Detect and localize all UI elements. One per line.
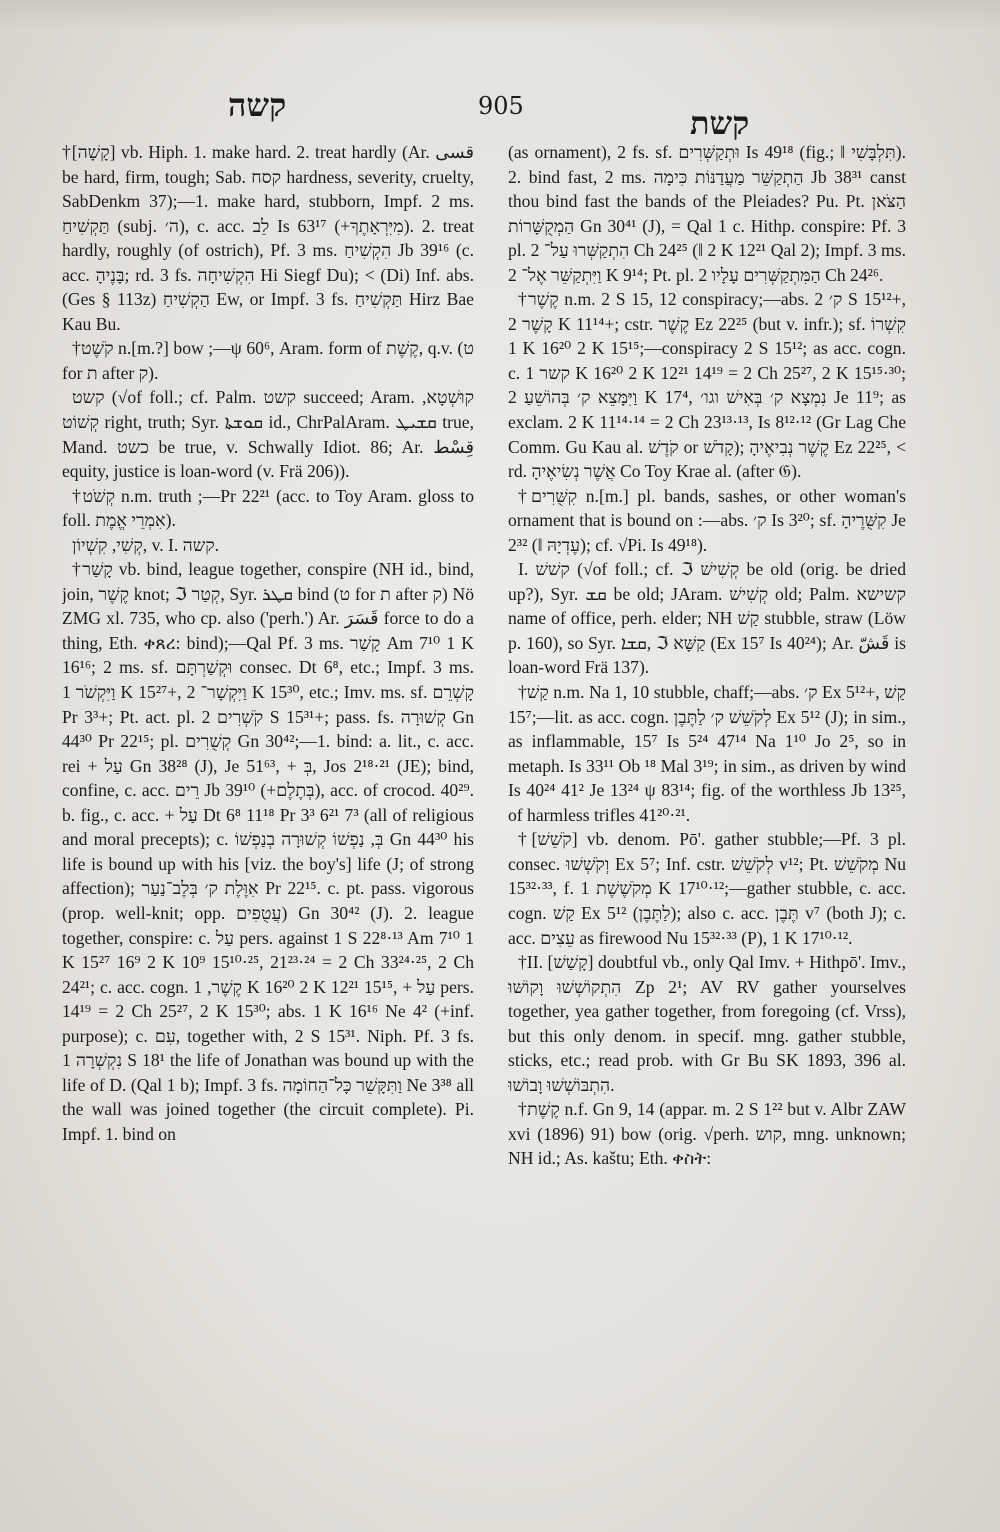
entry-qesher-conspiracy: †קֶשֶׁר n.m. 2 S 15, 12 conspiracy;—abs. ק׳ 2 S 15¹²+, קָשֶׁר 2 K 11¹⁴+; cstr. קֶשֶׁר Ez 22²⁵ (but v. infr.); sf. קִשְׁרוֹ 1 K 16²⁰ 2 K 15¹⁵;—conspiracy 2 S 15¹²; as acc. cogn. c. קשר 1 K 16²⁰ 2 K 12²¹ 14¹⁹ = 2 Ch 25²⁷, 2 K 15¹⁵·³⁰; וַיִּמָּצֵא ק׳ בְּהוֹשֵׁעַ 2 K 17⁴, נִמְצָא ק׳ בְּאִישׁ וגו׳ Je 11⁹; as exclam. 2 K 11¹⁴·¹⁴ = 2 Ch 23¹³·¹³, Is 8¹²·¹² (Gr Lag Che Comm. Gu Kau al. קֹדֶשׁ or קָדֹשׁ); קֶשֶׁר נְבִיאֶיהָ Ez 22²⁵, < rd. אֲשֶׁר נְשִׂיאֶיהָ Co Toy Krae al. (after 𝔊). [508, 289, 906, 482]
entry-qeshet-bow: †קֶשֶׁת n.f. Gn 9, 14 (appar. m. 2 S 1²² but v. Albr ZAW xvi (1896) 91) bow (orig. √perh. קוש, mng. unknown; NH id.; As. kaštu; Eth. ቀስት: [508, 1099, 906, 1169]
entry-root-qshsh-i: I. קשׁשׁ (√of foll.; cf. ℑ קְשִׁישׁ be old (orig. be dried up?), Syr. ܩܫ be old; JAram. קְשִׁישׁ old; Palm. קשישא name of office, perh. elder; NH קַשׁ stubble, straw (Löw p. 160), so Syr. ܩܫܐ, ℑ קַשָּׁא (Ex 15⁷ Is 40²⁴); Ar. قَشّ is loan-word Frä 137). [508, 559, 906, 678]
right-column [508, 140, 906, 1460]
page-header [60, 82, 948, 142]
entry-qoshet-bow: †קֹשֶׁט n.[m.?] bow ;—ψ 60⁶, Aram. form of קֶשֶׁת, q.v. (ט for ת after ק). [62, 338, 474, 383]
entry-root-qsht: קשט (√of foll.; cf. Palm. קשט succeed; Aram. קוּשְׁטָא, קְשׁוֹט right, truth; Syr. ܩܘܫܬܐ id., ChrPalAram. ܩܫܝܛ true, Mand. כשט be true, v. Schwally Idiot. 86; Ar. قِسْط equity, justice is loan-word (v. Frä 206)). [62, 387, 474, 482]
left-column [62, 140, 474, 1460]
header-right-word: קשת [690, 104, 750, 142]
entry-qashar-verb: †קָשַׁר vb. bind, league together, conspire (NH id., bind, join, קֶשֶׁר knot; ℑ קְטַר, Syr. ܩܛܪ bind (ט for ת after ק) Nö ZMG xl. 735, who cp. also ('perh.') Ar. قَسَرَ force to do a thing, Eth. ቀጸረ: bind);—Qal Pf. 3 ms. קָשַׁר Am 7¹⁰ 1 K 16¹⁶; 2 ms. sf. וּקְשַׁרְתָּם consec. Dt 6⁸, etc.; Impf. 3 ms. וַיִּקְשֹׁר 1 K 15²⁷+, וַיִּקְשָׁר־ 2 K 15³⁰, etc.; Imv. ms. sf. קָשְׁרֵם Pr 3³+; Pt. act. pl. קֹשְׁרִים 2 S 15³¹+; pass. fs. קְשׁוּרָה Gn 44³⁰ Pr 22¹⁵; pl. קְשֻׁרִים Gn 30⁴²;—1. bind: a. lit., c. acc. rei + עַל Gn 38²⁸ (J), Je 51⁶³, + בְּ, Jos 2¹⁸·²¹ (JE); bind, confine, c. acc. רֵים Jb 39¹⁰ (+בְּתֶלֶם), acc. of crocod. 40²⁹. b. fig., c. acc. + עַל Dt 6⁸ 11¹⁸ Pr 3³ 6²¹ 7³ (all of religious and moral precepts); c. בְּ, נַפְשׁוֹ קְשׁוּרָה בְנַפְשׁוֹ Gn 44³⁰ his life is bound up with his [viz. the boy's] life (J; of strong affection); אִוֶּלֶת ק׳ בְּלֶב־נַעַר Pr 22¹⁵. c. pt. pass. vigorous (prop. well-knit; opp. עֲטֻפִים) Gn 30⁴² (J). 2. league together, conspire: c. עַל pers. against 1 S 22⁸·¹³ Am 7¹⁰ 1 K 15²⁷ 16⁹ 2 K 10⁹ 15¹⁰·²⁵, 21²³·²⁴ = 2 Ch 33²⁴·²⁵, 2 Ch 24²¹; c. acc. cogn. קֶשֶׁר, 1 K 16²⁰ 2 K 12²¹ 15¹⁵, + עַל pers. 14¹⁹ = 2 Ch 25²⁷, 2 K 15³⁰; abs. 1 K 16¹⁶ Ne 4² (+inf. purpose); c. עִם, together with, 2 S 15³¹. Niph. Pf. 3 fs. נִקְשְׁרָה 1 S 18¹ the life of Jonathan was bound up with the life of D. (Qal 1 b); Impf. 3 fs. וַתִּקָּשֵׁר כָּל־הַחוֹמָה Ne 3³⁸ all the wall was joined together (the circuit complete). Pi. Impf. 1. bind on [62, 559, 474, 1144]
entry-qeshi-crossref: קְשִׁי, קִשְׁיוֹן, v. I. קשה. [72, 534, 220, 555]
entry-qoshesh-verb: †[קֹשֵׁשׁ] vb. denom. Pō'. gather stubble;—Pf. 3 pl. consec. וְקֹשְׁשׁוּ Ex 5⁷; Inf. cstr. לְקֹשֵׁשׁ v¹²; Pt. מְקֹשֵׁשׁ Nu 15³²·³³, f. מְקֹשֶׁשֶׁת 1 K 17¹⁰·¹²;—gather stubble, c. acc. cogn. קַשׁ Ex 5¹² (לַתֶּבֶן); also c. acc. תֶּבֶן v⁷ (both J); c. acc. עֵצִים as firewood Nu 15³²·³³ (P), 1 K 17¹⁰·¹². [508, 829, 906, 948]
page-number: 905 [478, 92, 524, 120]
header-left-word: קשה [228, 86, 287, 124]
entry-qash-stubble: †קַשׁ n.m. Na 1, 10 stubble, chaff;—abs. ק׳ Ex 5¹²+, קַשׁ 15⁷;—lit. as acc. cogn. לְקֹשֵׁשׁ ק׳ לַתֶּבֶן Ex 5¹² (J); in sim., as inflammable, 15⁷ Is 5²⁴ 47¹⁴ Na 1¹⁰ Jo 2⁵, so in metaph. Is 33¹¹ Ob ¹⁸ Mal 3¹⁹; in sim., as driven by wind Is 40²⁴ 41² Je 13²⁴ ψ 83¹⁴; fig. of the worthless Jb 13²⁵, of harmless trifles 41²⁰·²¹. [508, 682, 906, 825]
entry-qishurim-bands: †קִשֻּׁרִים n.[m.] pl. bands, sashes, or other woman's ornament that is bound on :—abs. ק׳ Is 3²⁰; sf. קִשֻּׁרֶיהָ Je 2³² (‖ עֶדְיָהּ); cf. √Pi. Is 49¹⁸). [508, 485, 906, 555]
entry-qosht-truth: †קְשֹׁט n.m. truth ;—Pr 22²¹ (acc. to Toy Aram. gloss to foll. אִמְרֵי אֱמֶת). [62, 485, 474, 531]
entry-qashash-ii: †II. [קָשַׁשׁ] doubtful vb., only Qal Imv. + Hithpō'. Imv., הִתְקוֹשְׁשׁוּ וָקוֹשּׁוּ Zp 2¹; AV RV gather yourselves together, yea gather together, from foregoing (cf. Vrss), but this only denom. in specif. mng. gather stubble, sticks, etc.; read prob. with Gr Bu SK 1893, 396 al. הִתְבּוֹשְׁשׁוּ וָבוֹשׁוּ. [508, 952, 906, 1095]
entry-qashar-continued: (as ornament), 2 fs. sf. וּתְקַשְּׁרִים Is 49¹⁸ (fig.; ‖ תִּלְבָּשִׁי). 2. bind fast, 2 ms. הַתְקַשֵּׁר מַעֲדַנּוֹת כִּימָה Jb 38³¹ canst thou bind fast the bands of the Pleiades? Pu. Pt. הַצֹּאן הַמְקֻשָּׁרוֹת Gn 30⁴¹ (J), = Qal 1 c. Hithp. conspire: Pf. 3 pl. הִתְקַשְּׁרוּ עַל־ 2 Ch 24²⁵ (‖ 2 K 12²¹ Qal 2); Impf. 3 ms. וַיִּתְקַשֵּׁר אֶל־ 2 K 9¹⁴; Pt. pl. הַמִּתְקַשְּׁרִים עָלָיו 2 Ch 24²⁶. [508, 142, 906, 285]
page-top-shadow [0, 0, 1000, 30]
entry-qashah: †[קָשָׁה] vb. Hiph. 1. make hard. 2. treat hardly (Ar. قسى be hard, firm, tough; Sab. קסח hardness, severity, cruelty, SabDenkm 37);—1. make hard, stubborn, Impf. 2 ms. תַּקְשִׁיחַ (subj. ה׳), c. acc. לֵב Is 63¹⁷ (+מִיִּרְאָתֶךָ). 2. treat hardly, roughly (of ostrich), Pf. 3 ms. הִקְשִׁיחַ Jb 39¹⁶ (c. acc. בָּנֶיהָ; rd. 3 fs. הִקְשִׁיחָה Hi Siegf Du); < (Di) Inf. abs. (Ges § 113z) הַקְשִׁיחַ Ew, or Impf. 3 fs. תַּקְשִׁיחַ Hirz Bae Kau Bu. [62, 142, 474, 334]
